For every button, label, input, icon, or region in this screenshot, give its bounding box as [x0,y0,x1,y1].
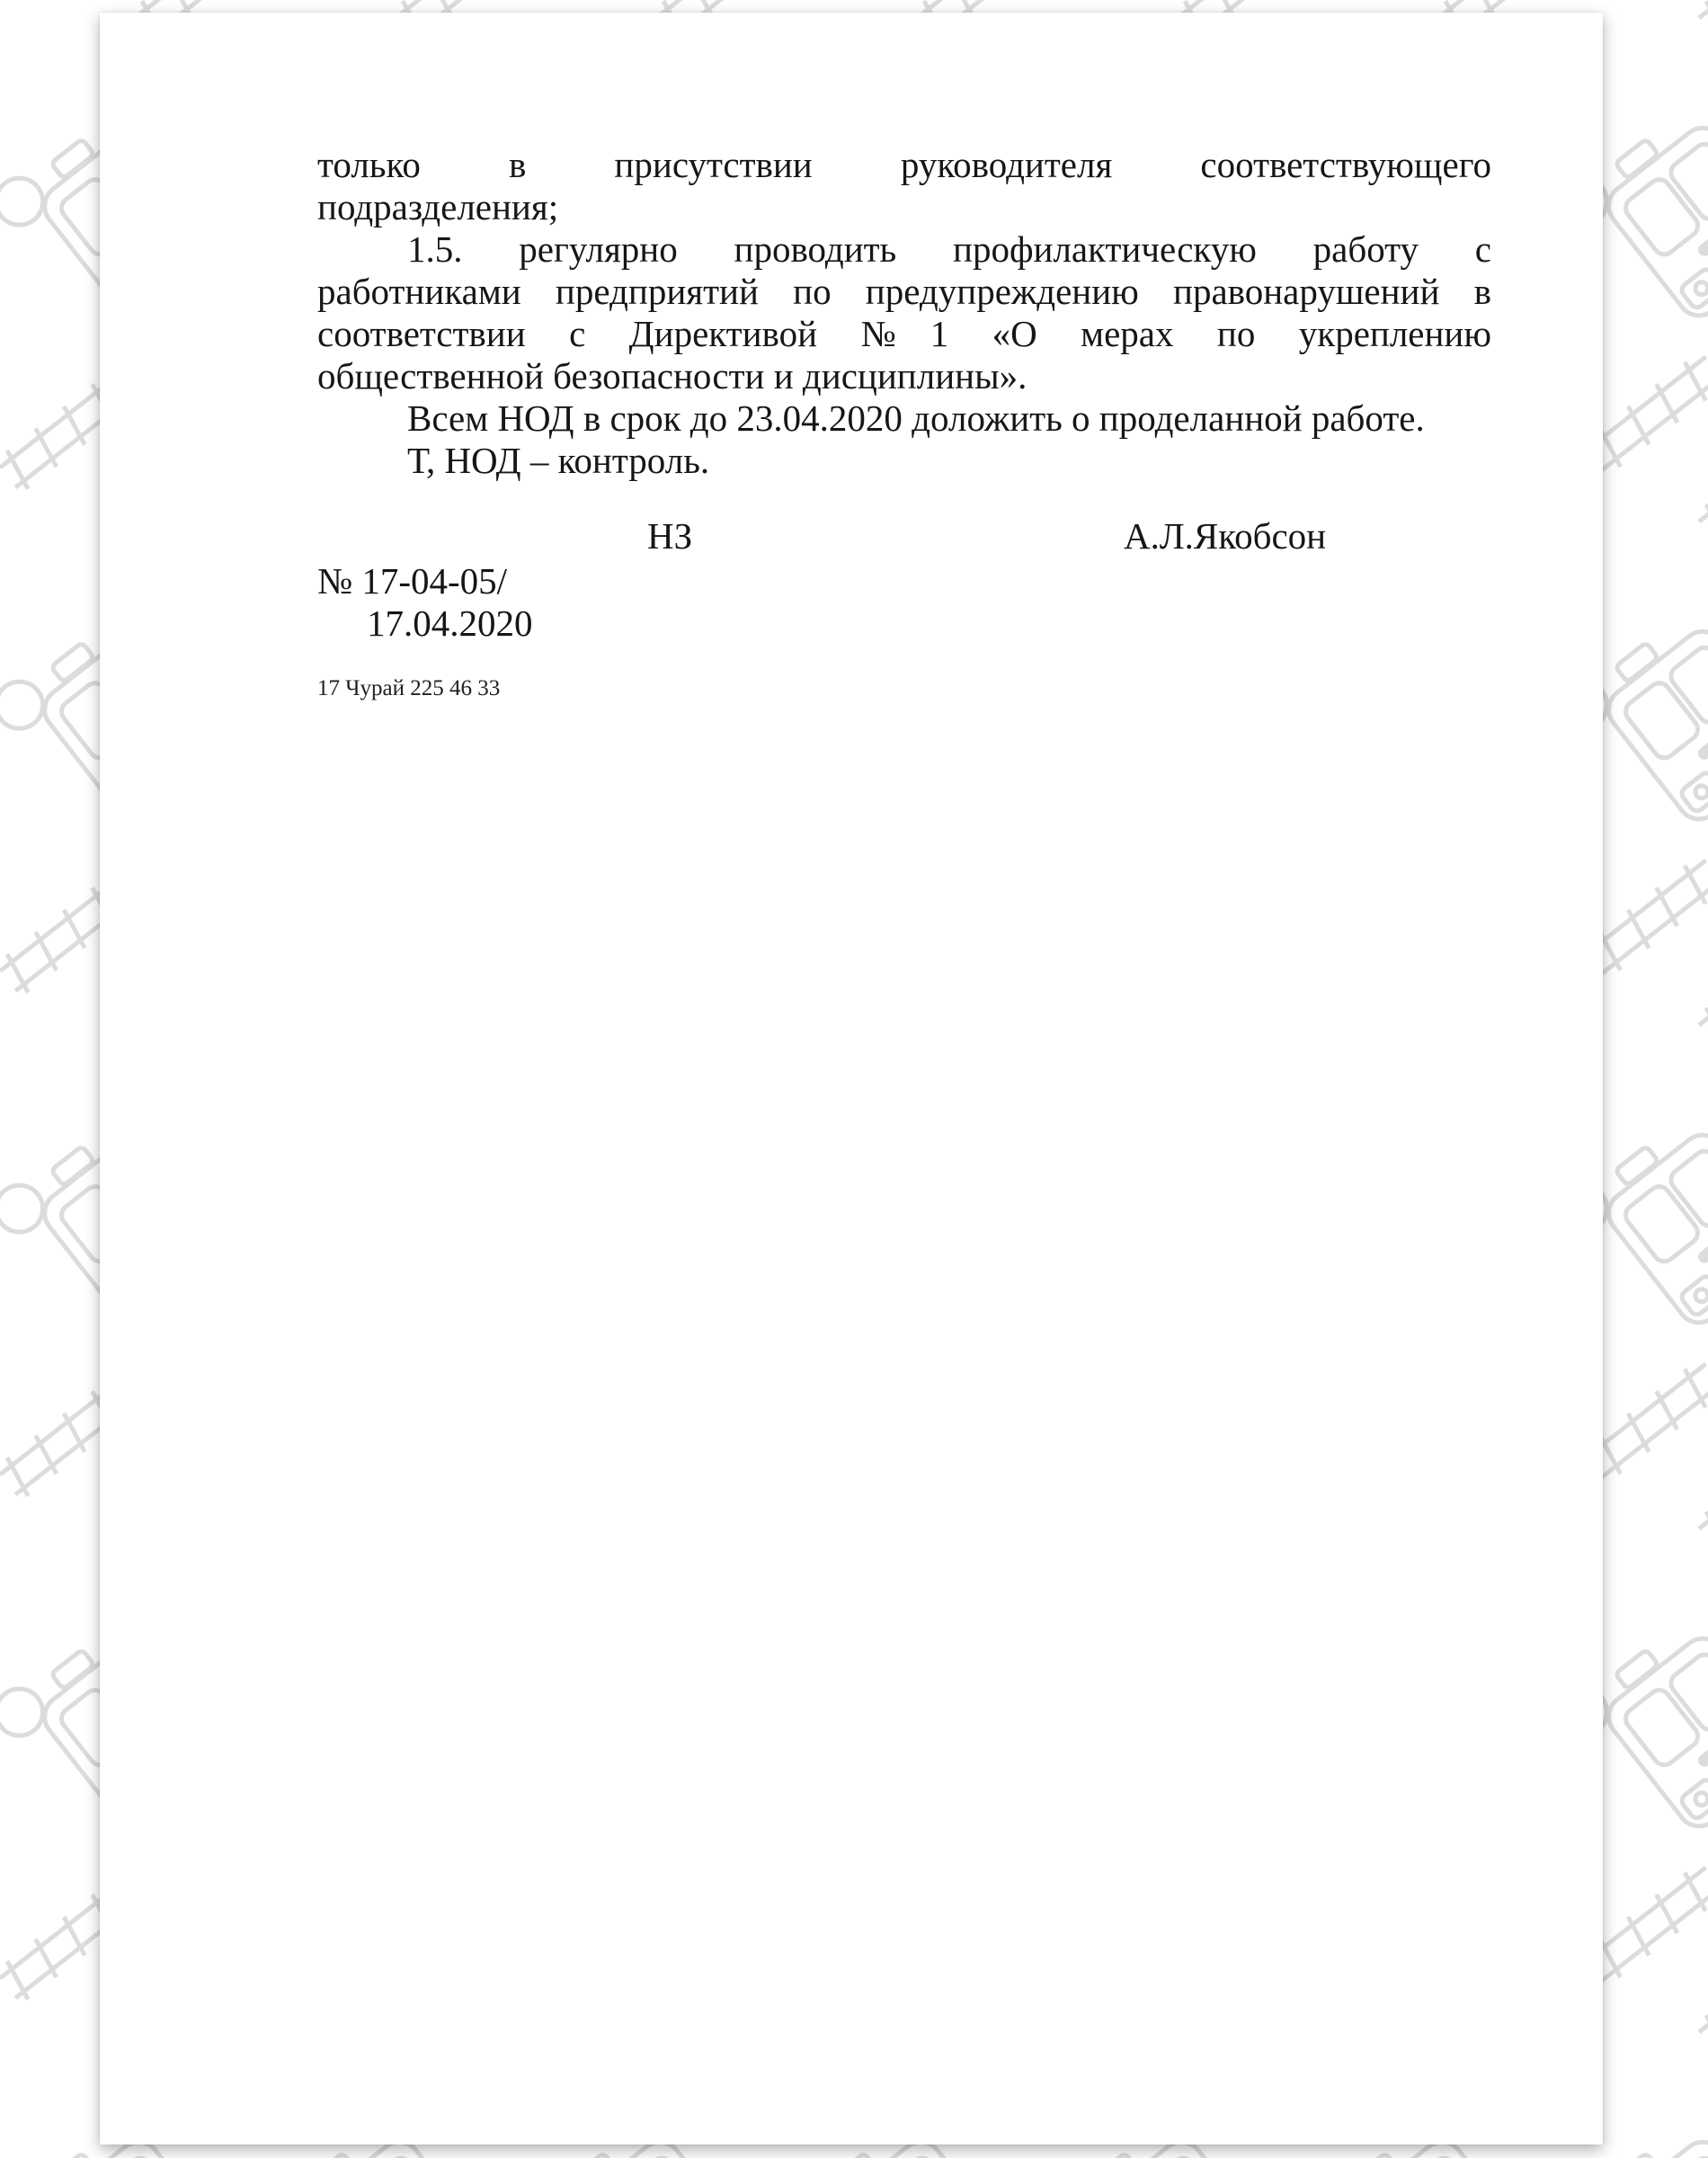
document-date: 17.04.2020 [367,602,533,644]
body-line: общественной безопасности и дисциплины». [317,355,1027,397]
body-line: подразделения; [317,186,559,227]
signatory-name: А.Л.Якобсон [1124,515,1327,557]
signatory-position: НЗ [647,515,693,557]
document-page [100,13,1603,2145]
document-body [317,144,1491,482]
body-line: только в присутствии руководителя соответствующего [317,144,1491,185]
signature-row [317,515,1491,557]
body-line: работниками предприятий по предупреждению правонарушений в [317,271,1491,312]
body-line: соответствии с Директивой №1 «О мерах по укреплению [317,313,1491,354]
document-number: № 17-04-05/ [317,560,508,602]
body-line: 1.5. регулярно проводить профилактическую работу с [407,228,1491,270]
reference-block [317,560,533,645]
body-line: Т, НОД – контроль. [407,440,710,481]
body-line: Всем НОД в срок до 23.04.2020 доложить о проделанной работе. [407,397,1425,439]
executor-note: 17 Чурай 225 46 33 [317,676,501,700]
